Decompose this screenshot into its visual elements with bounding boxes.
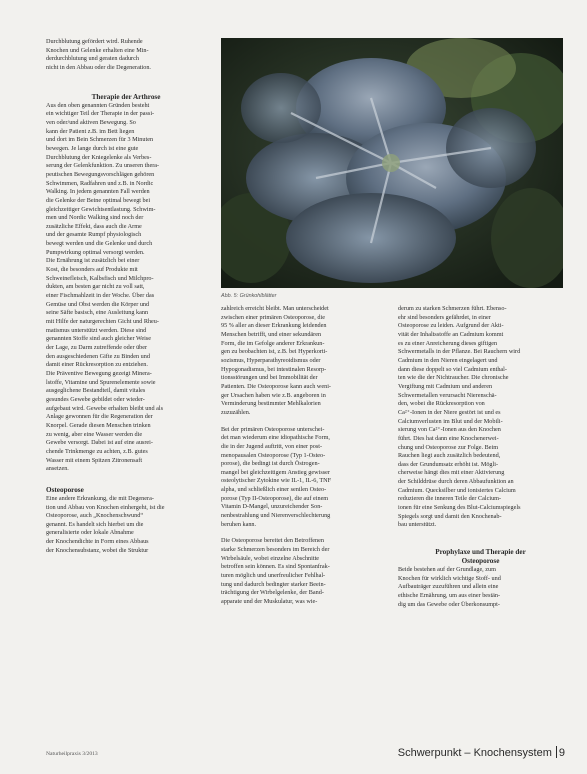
page-number: 9 (558, 747, 565, 759)
text-line: die Gelenke der Beine optimal bewegt bei (46, 196, 151, 204)
text-line: führt. Dies hat dann eine Knochenerwei- (398, 434, 499, 442)
text-line: zuzuzählen. (221, 408, 251, 416)
page-footer (385, 746, 565, 759)
text-line: betroffen sein können. Es sind Spontanfrak- (221, 563, 330, 571)
intro-text (46, 38, 206, 73)
text-line: Osteoporose, auch „Knochenschwund“ (46, 512, 144, 520)
text-line: Patienten. Die Osteoporose kann auch weni- (221, 382, 331, 390)
text-line: Pumpwirkung optimal versorgt werden. (46, 248, 145, 256)
col3-top-text (398, 305, 563, 530)
text-line: sierung von Ca²⁺-Ionen aus den Knochen (398, 426, 501, 434)
text-line: den, wobei die Rückresorption von (398, 400, 485, 408)
text-line: ten wie die der Nichtraucher. Die chronische (398, 374, 509, 382)
heading-osteoporose: Osteoporose (46, 485, 84, 494)
text-line: dann diese doppelt so viel Cadmium enthal- (398, 365, 507, 373)
text-line: der Lage, zu Darm zutreffende oder über (46, 344, 148, 351)
text-line: ionen für eine Senkung des Blut-Calciumspiegels (398, 504, 521, 512)
text-line: Vergiftung mit Cadmium und anderen (398, 382, 493, 390)
text-line: Hypogonadismus, bei intestinalen Resorp- (221, 365, 327, 373)
prophylaxe-text (398, 566, 563, 609)
text-line: der Knochendichte in Form eines Abbaus (46, 538, 149, 546)
text-line: ethische Ernährung, um aus einer bestän- (398, 592, 501, 600)
text-line: ehr sind besonders gefährdet, in einer (398, 313, 491, 321)
text-line: Die Präventive Bewegung gezeigt Minera- (46, 369, 152, 377)
text-line: apparate und der Muskulatur, was wie- (221, 598, 318, 605)
text-line: Gemüse und Obst werden die Körper und (46, 300, 150, 308)
text-line: starke Schmerzen besonders im Bereich der (221, 546, 330, 554)
heading-prophylaxe-line-1: Prophylaxe und Therapie der (435, 548, 526, 557)
text-line: Menschen betrifft, und einer sekundären (221, 330, 322, 338)
col2-top-text (221, 305, 383, 418)
text-line: Spiegels sorgt und damit den Knochenab- (398, 512, 502, 520)
text-line: chung und Osteoporose zur Folge. Beim (398, 443, 499, 451)
text-line: Wasser mit einem Spitzen Zitronensaft (46, 456, 143, 464)
text-line: genannten Stoffe sind auch gleicher Weise (46, 335, 151, 343)
text-line: serung der Gelenkfunktion. Zu unseren thera- (46, 162, 160, 170)
text-line: osteolytischer Zytokine wie IL-1, IL-6, TNF (221, 477, 332, 485)
kale-leaves-image (221, 38, 563, 288)
text-line: lstoffe, Vitamine und Spurenelemente sowie (46, 378, 156, 386)
text-line: damit einer Rückresorption zu entziehen. (46, 361, 148, 369)
text-line: tung und dadurch bedingter starker Beein- (221, 580, 326, 588)
text-line: vität der Inhaltsstoffe an Cadmium kommt (398, 330, 504, 338)
heading-prophylaxe-line-2: Osteoporose (461, 557, 500, 566)
text-line: ven oder/und aktiven Bewegung. So (46, 118, 136, 126)
section-title: Schwerpunkt – Knochensystem (397, 747, 552, 759)
text-line: men und Nordic Walking sind noch der (46, 214, 144, 222)
text-line: mangel bei gleichzeitigem Anstieg gewisser (221, 468, 330, 476)
text-line: Schwermetalls in der Pflanze. Bei Rauchern wird (398, 348, 521, 356)
text-line: Form, die im Gefolge anderer Erkrankun- (221, 339, 325, 347)
text-line: cherweise hängt dies mit einer Aktivierung (398, 469, 505, 477)
text-line: Walking. In jedem genannten Fall werden (46, 188, 150, 196)
text-line: bewegen. Je lange durch ist eine gute (46, 144, 139, 152)
text-line: Rauchen liegt auch zusätzlich bedeutend, (398, 452, 501, 460)
text-line: mit Hilfe der naturgerechten Gicht und Rheu- (46, 318, 159, 326)
text-line: einer Fischmahlzeit in der Woche. Über das (46, 292, 155, 300)
text-line: generalisierte oder lokale Abnahme (46, 529, 134, 537)
text-line: Verminderung bestimmter Mehlkalorien (221, 400, 321, 408)
text-line: aufgebaut wird. Gewebe erhalten bleibt und als (46, 404, 164, 412)
text-line: ger Ursachen haben wie z.B. angeboren in (221, 391, 326, 399)
text-line: nicht in den Abbau oder die Degeneration. (46, 63, 151, 71)
text-line: tionsstörungen und bei Immobilität der (221, 374, 318, 382)
text-line: und der gesamte Rumpf physiologisch (46, 231, 142, 239)
text-line: ausgeglichene Bestandteil, damit vitales (46, 387, 146, 395)
figure-caption: Abb. 5: Grünkohlblätter (221, 293, 277, 299)
text-line: dig um das Gewebe oder Überkonsumpt- (398, 600, 500, 608)
text-line: peutischen Bewegungsvorschlägen gehören (46, 170, 155, 178)
text-line: Ca²⁺-Ionen in der Niere gestört ist und es (398, 408, 501, 416)
text-line: zwischen einer primären Osteoporose, die (221, 313, 325, 321)
column-1 (46, 38, 206, 555)
text-line: zusätzliche Effekt, dass auch die Arme (46, 222, 142, 230)
text-line: Osteoporose zu leiden. Aufgrund der Akti- (398, 322, 504, 330)
text-line: bewegt werden und die Gelenke und durch (46, 240, 153, 248)
text-line: Durchblutung der Kniegelenke als Verbes- (46, 153, 152, 161)
text-line: Eine andere Erkrankung, die mit Degenera- (46, 494, 154, 502)
text-line: dass der Grundumsatz erhöht ist. Mögli- (398, 460, 499, 468)
col2-mid-text (221, 426, 383, 530)
text-line: Durchblutung gefördert wird. Ruhende (46, 38, 143, 45)
arthrose-text (46, 102, 206, 474)
text-line: alpha, und schließlich einer senilen Osteo- (221, 486, 327, 494)
osteoporose-text (46, 495, 206, 556)
text-line: Schweinefleisch, Kalbsfisch und Milchpro- (46, 274, 154, 282)
text-line: matismus unterstützt werden. Diese sind (46, 326, 147, 334)
text-line: zahlreich erreicht bleibt. Man unterscheidet (221, 305, 329, 312)
text-line: Kost, die besonders auf Produkte mit (46, 266, 138, 274)
text-line: det man wiederum eine idiopathische Form, (221, 434, 330, 442)
kale-leaves-photo (221, 38, 563, 288)
column-3 (398, 305, 563, 609)
text-line: porose), die bedingt ist durch Östrogen- (221, 460, 320, 468)
text-line: sozismus, Hyperparathyreoidismus oder (221, 356, 321, 364)
text-line: und dort im Bein Schmerzen für 3 Minuten (46, 136, 154, 144)
text-line: Anlage gewonnen für die Regeneration der (46, 413, 153, 421)
text-line: Schwimmen, Radfahren und z.B. in Nordic (46, 179, 154, 187)
text-line: Die Osteoporose bereitet den Betroffenen (221, 537, 324, 545)
text-line: Aufbauträger zuzuführen und allein eine (398, 583, 499, 591)
text-line: Knochen und Gelenke erhalten eine Min- (46, 46, 149, 54)
text-line: gen zu beobachten ist, z.B. bei Hyperkorti- (221, 348, 328, 356)
text-line: turen möglich und unerfreulicher Fehlhal- (221, 572, 326, 580)
text-line: zu wenig, aber eine Wasser werden die (46, 430, 143, 438)
text-line: derdurchblutung und geraten dadurch (46, 55, 139, 63)
text-line: chende Trinkmenge zu achten, z.B. gutes (46, 447, 148, 455)
text-line: gleichzeitiger Gewichtsentlastung. Schwim- (46, 205, 156, 213)
text-line: ansetzen. (46, 465, 69, 473)
text-line: die in der Jugend auftritt, von einer post- (221, 442, 323, 450)
text-line: Calciumverlusten im Blut und der Mobili- (398, 417, 503, 425)
text-line: Cadmium in den Nieren eingelagert und (398, 356, 498, 364)
text-line: menopausalen Osteoporose (Typ 1-Osteo- (221, 451, 326, 459)
text-line: genannt. Es handelt sich hierbei um die (46, 520, 144, 528)
text-line: der Knochensubstanz, wobei die Struktur (46, 546, 149, 554)
text-line: gesundes Gewebe gebildet oder wieder- (46, 395, 145, 403)
text-line: trächtigung der Wirbelgelenke, der Band- (221, 589, 324, 597)
text-line: Gewebe versorgt. Dabei ist auf eine ausrei- (46, 439, 153, 447)
text-line: 95 % aller an dieser Erkrankung leidenden (221, 322, 327, 330)
text-line: ein wichtiger Teil der Therapie in der passi- (46, 110, 155, 118)
text-line: porose (Typ II-Osteoporose), die auf einem (221, 494, 329, 502)
text-line: Wirbelsäule, wobei einzelne Abschnitte (221, 554, 320, 562)
text-line: Die Ernährung ist zusätzlich bei einer (46, 257, 140, 265)
text-line: kann der Patient z.B. im Bett liegen (46, 127, 135, 135)
column-2 (221, 305, 383, 607)
text-line: Vitamin D-Mangel, unzureichender Son- (221, 503, 323, 511)
text-line: der Schilddrüse durch deren Abbaufunktion an (398, 478, 514, 486)
col2-bottom-text (221, 537, 383, 606)
footer-divider (556, 746, 557, 758)
text-line: tion und Abbau von Knochen einhergeht, ist die (46, 503, 165, 511)
text-line: beruhen kann. (221, 520, 257, 528)
text-line: Schwermetallen verursacht Nierenschä- (398, 391, 497, 399)
text-line: dukten, am besten gar nicht zu voll satt, (46, 283, 145, 291)
text-line: nenbestrahlung und Nierenverschlechterung (221, 512, 331, 520)
text-line: derum zu starken Schmerzen führt. Ebenso- (398, 305, 507, 312)
text-line: seine Säfte basisch, eine Ausleitung kann (46, 309, 149, 317)
text-line: reduzieren die inneren Teile der Calcium- (398, 495, 502, 503)
text-line: Beide bestehen auf der Grundlage, zum (398, 566, 496, 574)
heading-arthrose-therapy: Therapie der Arthrose (91, 92, 161, 101)
text-line: Aus den oben genannten Gründen besteht (46, 101, 150, 109)
text-line: Knochen für wirklich wichtige Stoff- und (398, 574, 501, 582)
text-line: Knorpel. Gerade diesen Menschen trinken (46, 421, 151, 429)
text-line: Cadmium. Quecksilber und ionisiertes Calcium (398, 486, 516, 494)
text-line: es zu einer Anreicherung dieses giftigen (398, 339, 498, 347)
journal-issue: Naturheilpraxis 3/2013 (46, 751, 98, 757)
text-line: Bei der primären Osteoporose unterschei- (221, 425, 325, 433)
text-line: den ausgeschiedenen Gifte zu Binden und (46, 352, 150, 360)
text-line: bau unterstützt. (398, 521, 437, 529)
